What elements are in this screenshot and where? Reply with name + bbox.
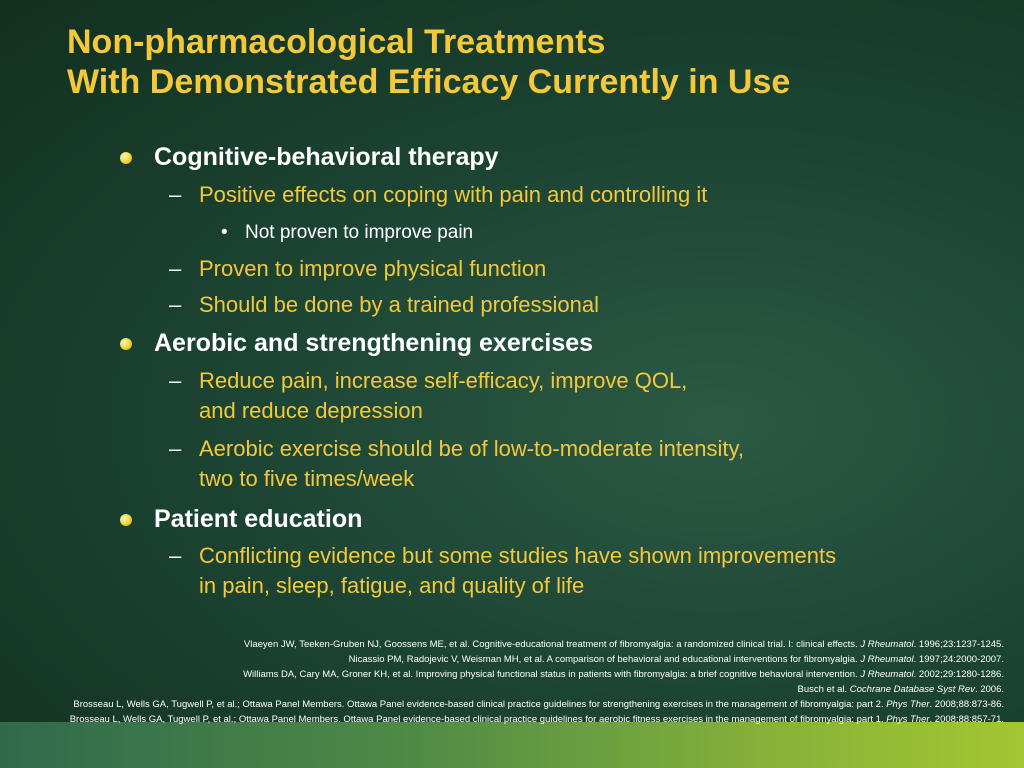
sub-point: – Positive effects on coping with pain and controlling it (199, 180, 707, 210)
title-line-1: Non-pharmacological Treatments (67, 23, 606, 61)
reference-item: Nicassio PM, Radojevic V, Weisman MH, et al. A comparison of behavioral and educational interventions for fibromyalgia. J Rheumatol. 1997;24:2000-2007. (348, 654, 1004, 665)
bullet-dot-icon (120, 514, 132, 526)
sub-point: – Proven to improve physical function (199, 254, 546, 284)
sub-point: – Aerobic exercise should be of low-to-moderate intensity, two to five times/week (169, 436, 744, 491)
title-line-2: With Demonstrated Efficacy Currently in Use (67, 63, 791, 101)
dash-icon: – (169, 182, 182, 207)
bottom-gradient-band (0, 722, 1024, 768)
bullet-dot-icon (120, 152, 132, 164)
slide-title (67, 22, 790, 102)
dash-icon: – (169, 368, 182, 393)
reference-item: Busch et al. Cochrane Database Syst Rev. 2006. (797, 684, 1004, 695)
sub-point: – Should be done by a trained professional (199, 290, 599, 320)
section-heading-cbt: Cognitive-behavioral therapy (154, 142, 499, 172)
reference-item: Vlaeyen JW, Teeken-Gruben NJ, Goossens ME, et al. Cognitive-educational treatment of fibromyalgia: a randomized clinical trial. I: clinical effects. J Rheumatol. 1996;23:1237-1245. (243, 639, 1004, 650)
reference-item: Brosseau L, Wells GA, Tugwell P, et al.; Ottawa Panel Members. Ottawa Panel evidence-based clinical practice guidelines for aerobic fitness exercises in the management of fibromyalgia: part 1. Phys Ther. 2008;88:857-71. (69, 714, 1004, 725)
references (24, 637, 1004, 727)
section-heading-exercise: Aerobic and strengthening exercises (154, 328, 593, 358)
dash-icon: – (169, 543, 182, 568)
sub-sub-point: • Not proven to improve pain (245, 220, 473, 246)
dash-icon: – (169, 436, 182, 461)
sub-point: – Conflicting evidence but some studies have shown improvements in pain, sleep, fatigue, and quality of life (169, 543, 837, 598)
reference-item: Brosseau L, Wells GA, Tugwell P, et al.; Ottawa Panel Members. Ottawa Panel evidence-based clinical practice guidelines for strengthening exercises in the management of fibromyalgia: part 2. Phys Ther. 2008;88:873-86. (73, 699, 1004, 710)
small-bullet-icon: • (221, 222, 228, 243)
sub-point: – Reduce pain, increase self-efficacy, improve QOL, and reduce depression (169, 368, 688, 423)
reference-item: Williams DA, Cary MA, Groner KH, et al. Improving physical functional status in patients with fibromyalgia: a brief cognitive behavioral intervention. J Rheumatol. 2002;29:1280-1286. (243, 669, 1004, 680)
section-heading-education: Patient education (154, 504, 362, 534)
bullet-dot-icon (120, 338, 132, 350)
dash-icon: – (169, 256, 182, 281)
dash-icon: – (169, 292, 182, 317)
